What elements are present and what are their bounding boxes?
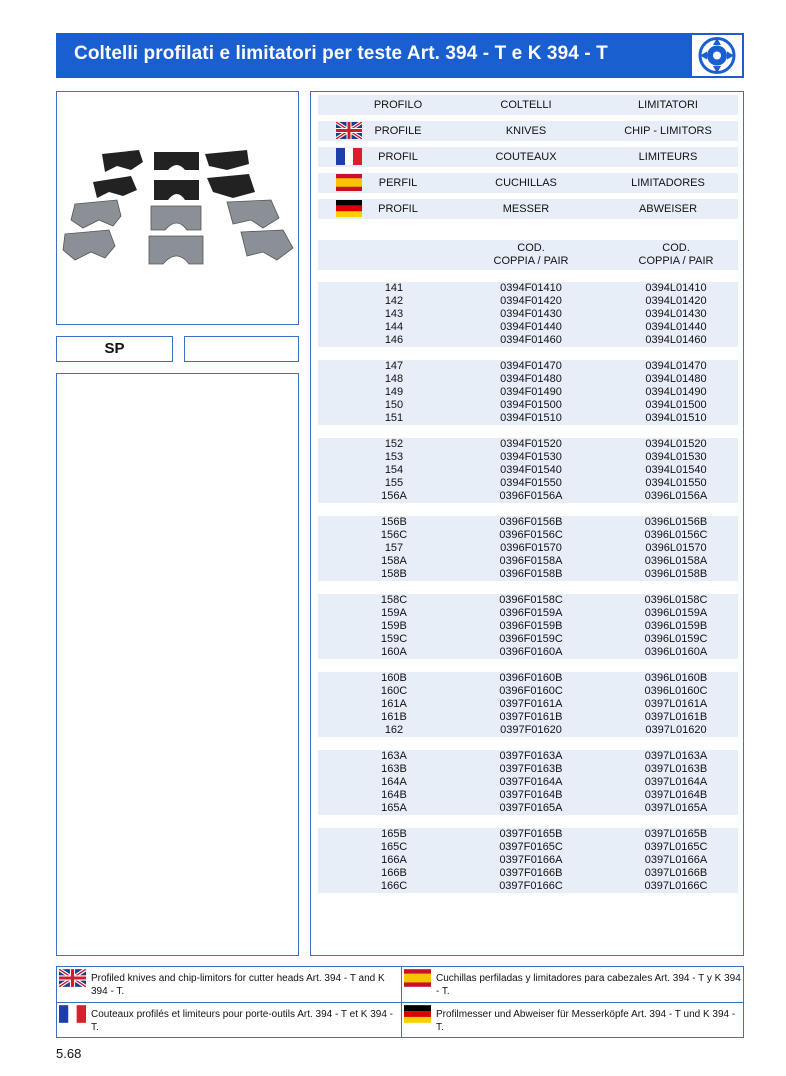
limitor-code: 0396L0156B (644, 516, 708, 528)
limitor-code: 0397L0164A (644, 776, 708, 788)
table-row (318, 672, 738, 685)
table-row (318, 880, 738, 893)
table-row (318, 477, 738, 490)
knives-label: COUTEAUX (495, 151, 557, 163)
knife-code: 0394F01490 (500, 386, 562, 398)
profile-number: 143 (384, 308, 404, 320)
limitor-code: 0397L0164B (644, 789, 708, 801)
limitor-code: 0396L0156C (644, 529, 708, 541)
profile-number: 165A (381, 802, 407, 814)
profile-number: 151 (384, 412, 404, 424)
table-row (318, 698, 738, 711)
table-row (318, 724, 738, 737)
limitor-code: 0397L0161A (644, 698, 708, 710)
knife-code: 0397F0165B (499, 828, 563, 840)
knife-code: 0397F01620 (500, 724, 562, 736)
table-row (318, 334, 738, 347)
pair-label: COPPIA / PAIR (493, 255, 569, 267)
knife-code: 0394F01480 (500, 373, 562, 385)
profile-label: PERFIL (378, 177, 418, 189)
knife-code: 0397F0165C (499, 841, 563, 853)
limitor-code: 0396L0160A (644, 646, 708, 658)
sp-label-box: SP (56, 336, 173, 362)
knife-code: 0397F0166C (499, 880, 563, 892)
knife-code: 0394F01410 (500, 282, 562, 294)
limitor-code: 0394L01430 (645, 308, 707, 320)
limitor-code: 0396L0158B (644, 568, 708, 580)
uk-flag-icon (59, 969, 86, 987)
knife-code: 0397F0163A (499, 750, 563, 762)
knife-code: 0396F0159A (499, 607, 563, 619)
profile-number: 159A (381, 607, 407, 619)
table-row (318, 386, 738, 399)
language-row-de (318, 199, 738, 219)
limitor-code: 0394L01480 (645, 373, 707, 385)
limitor-code: 0394L01460 (645, 334, 707, 346)
knife-code: 0397F0164A (499, 776, 563, 788)
limitor-code: 0396L0158C (644, 594, 708, 606)
profile-number: 164A (381, 776, 407, 788)
code-label: COD. (662, 242, 690, 254)
profile-number: 165C (380, 841, 408, 853)
profile-number: 156B (381, 516, 407, 528)
table-row (318, 529, 738, 542)
knife-code: 0396F0158A (499, 555, 563, 567)
profile-number: 160B (381, 672, 407, 684)
limitors-label: LIMITEURS (638, 151, 698, 163)
table-row (318, 555, 738, 568)
knife-code: 0396F0156C (499, 529, 563, 541)
limitor-code: 0394L01490 (645, 386, 707, 398)
knife-code: 0394F01520 (500, 438, 562, 450)
knife-code: 0397F0161B (499, 711, 563, 723)
france-flag-icon (59, 1005, 86, 1023)
knife-code: 0397F0164B (499, 789, 563, 801)
knives-label: MESSER (502, 203, 550, 215)
profile-number: 142 (384, 295, 404, 307)
profile-number: 161B (381, 711, 407, 723)
profile-number: 159C (380, 633, 408, 645)
limitor-code: 0397L0163B (644, 763, 708, 775)
table-row (318, 308, 738, 321)
knife-code: 0396F0156B (499, 516, 563, 528)
profile-label: PROFIL (378, 203, 418, 215)
knife-code: 0396F0158B (499, 568, 563, 580)
knife-code: 0396F01570 (500, 542, 562, 554)
table-row (318, 607, 738, 620)
knife-code: 0397F0165A (499, 802, 563, 814)
knives-label: CUCHILLAS (495, 177, 557, 189)
knife-code: 0397F0163B (499, 763, 563, 775)
footer-text-de: Profilmesser und Abweiser für Messerköpfe Art. 394 - T und K 394 - T. (436, 1009, 736, 1033)
profile-number: 164B (381, 789, 407, 801)
limitor-code: 0396L0156A (644, 490, 708, 502)
knife-code: 0394F01440 (500, 321, 562, 333)
knife-code: 0396F0156A (499, 490, 563, 502)
knife-code: 0396F0159C (499, 633, 563, 645)
knife-code: 0394F01430 (500, 308, 562, 320)
product-photo (56, 91, 299, 325)
table-row (318, 464, 738, 477)
table-row (318, 867, 738, 880)
knife-code: 0397F0161A (499, 698, 563, 710)
limitor-code: 0396L0159A (644, 607, 708, 619)
knives-label: COLTELLI (500, 99, 552, 111)
table-row (318, 620, 738, 633)
profile-number: 156A (381, 490, 407, 502)
knife-code: 0396F0160B (499, 672, 563, 684)
language-row-en (318, 121, 738, 141)
knife-code: 0394F01420 (500, 295, 562, 307)
language-row-fr (318, 147, 738, 167)
profile-number: 166C (380, 880, 408, 892)
profile-number: 155 (384, 477, 404, 489)
profile-number: 147 (384, 360, 404, 372)
footer-text-en: Profiled knives and chip-limitors for cutter heads Art. 394 - T and K 394 - T. (91, 973, 385, 997)
table-row (318, 360, 738, 373)
language-row-es (318, 173, 738, 193)
limitors-label: ABWEISER (638, 203, 698, 215)
profile-number: 158A (381, 555, 407, 567)
profile-number: 141 (384, 282, 404, 294)
language-row-it (318, 95, 738, 115)
limitor-code: 0394L01410 (645, 282, 707, 294)
limitor-code: 0397L0166C (644, 880, 708, 892)
limitor-code: 0397L0165B (644, 828, 708, 840)
knife-code: 0397F0166A (499, 854, 563, 866)
profile-number: 159B (381, 620, 407, 632)
table-row (318, 711, 738, 724)
knives-label: KNIVES (505, 125, 547, 137)
table-row (318, 594, 738, 607)
limitor-code: 0397L01620 (645, 724, 707, 736)
profile-number: 154 (384, 464, 404, 476)
description-footer (56, 966, 744, 1038)
limitor-code: 0397L0165A (644, 802, 708, 814)
limitors-code-header (606, 242, 746, 268)
profile-number: 166A (381, 854, 407, 866)
table-row (318, 802, 738, 815)
empty-label-box (184, 336, 299, 362)
profile-number: 160C (380, 685, 408, 697)
limitors-label: LIMITADORES (631, 177, 705, 189)
limitor-code: 0394L01500 (645, 399, 707, 411)
knife-code: 0394F01500 (500, 399, 562, 411)
limitor-code: 0394L01470 (645, 360, 707, 372)
table-row (318, 685, 738, 698)
profile-number: 146 (384, 334, 404, 346)
profile-label: PROFILE (374, 125, 422, 137)
table-row (318, 776, 738, 789)
limitor-code: 0396L0160B (644, 672, 708, 684)
limitor-code: 0397L0166B (644, 867, 708, 879)
limitor-code: 0394L01530 (645, 451, 707, 463)
limitor-code: 0396L0159C (644, 633, 708, 645)
profile-number: 163B (381, 763, 407, 775)
profile-number: 165B (381, 828, 407, 840)
limitor-code: 0397L0166A (644, 854, 708, 866)
limitor-code: 0394L01440 (645, 321, 707, 333)
limitor-code: 0394L01510 (645, 412, 707, 424)
knife-code: 0394F01550 (500, 477, 562, 489)
limitor-code: 0394L01520 (645, 438, 707, 450)
limitor-code: 0397L0165C (644, 841, 708, 853)
knife-code: 0394F01460 (500, 334, 562, 346)
profile-number: 158B (381, 568, 407, 580)
profile-number: 156C (380, 529, 408, 541)
profile-number: 166B (381, 867, 407, 879)
pair-label: COPPIA / PAIR (638, 255, 714, 267)
profile-number: 144 (384, 321, 404, 333)
table-row (318, 828, 738, 841)
table-row (318, 542, 738, 555)
table-row (318, 399, 738, 412)
profile-number: 158C (380, 594, 408, 606)
table-row (318, 750, 738, 763)
profile-number: 152 (384, 438, 404, 450)
footer-text-fr: Couteaux profilés et limiteurs pour porte-outils Art. 394 - T et K 394 - T. (91, 1009, 394, 1033)
table-row (318, 633, 738, 646)
limitor-code: 0394L01420 (645, 295, 707, 307)
table-row (318, 321, 738, 334)
table-row (318, 789, 738, 802)
germany-flag-icon (404, 1005, 431, 1023)
table-row (318, 282, 738, 295)
limitor-code: 0396L0159B (644, 620, 708, 632)
profile-number: 161A (381, 698, 407, 710)
limitor-code: 0396L0158A (644, 555, 708, 567)
knife-code: 0396F0159B (499, 620, 563, 632)
profile-number: 148 (384, 373, 404, 385)
table-row (318, 568, 738, 581)
brand-logo-icon (692, 35, 742, 76)
knife-code: 0394F01470 (500, 360, 562, 372)
page-title: Coltelli profilati e limitatori per teste Art. 394 - T e K 394 - T (74, 43, 608, 64)
limitor-code: 0394L01540 (645, 464, 707, 476)
spain-flag-icon (404, 969, 431, 987)
knife-code: 0396F0160A (499, 646, 563, 658)
profile-number: 157 (384, 542, 404, 554)
knife-code: 0394F01540 (500, 464, 562, 476)
table-row (318, 295, 738, 308)
left-empty-panel (56, 373, 299, 956)
profile-number: 163A (381, 750, 407, 762)
profile-number: 149 (384, 386, 404, 398)
profile-number: 150 (384, 399, 404, 411)
limitors-label: LIMITATORI (638, 99, 698, 111)
limitors-label: CHIP - LIMITORS (624, 125, 712, 137)
footer-text-es: Cuchillas perfiladas y limitadores para cabezales Art. 394 - T y K 394 - T. (436, 973, 741, 997)
profile-number: 162 (384, 724, 404, 736)
table-row (318, 763, 738, 776)
page-number: 5.68 (56, 1046, 82, 1061)
table-row (318, 854, 738, 867)
profile-number: 153 (384, 451, 404, 463)
knives-image-icon (57, 92, 298, 324)
profile-label: PROFIL (378, 151, 418, 163)
knives-code-header (461, 242, 601, 268)
code-label: COD. (517, 242, 545, 254)
profile-label: PROFILO (373, 99, 423, 111)
limitor-code: 0396L0160C (644, 685, 708, 697)
table-row (318, 451, 738, 464)
table-row (318, 516, 738, 529)
code-column-header (318, 240, 738, 270)
limitor-code: 0397L0161B (644, 711, 708, 723)
table-row (318, 490, 738, 503)
knife-code: 0396F0158C (499, 594, 563, 606)
footer-divider (57, 1002, 743, 1003)
knife-code: 0397F0166B (499, 867, 563, 879)
page-header (56, 33, 744, 78)
table-row (318, 373, 738, 386)
profile-number: 160A (381, 646, 407, 658)
table-row (318, 412, 738, 425)
limitor-code: 0396L01570 (645, 542, 707, 554)
knife-code: 0396F0160C (499, 685, 563, 697)
limitor-code: 0394L01550 (645, 477, 707, 489)
limitor-code: 0397L0163A (644, 750, 708, 762)
table-row (318, 438, 738, 451)
knife-code: 0394F01530 (500, 451, 562, 463)
table-row (318, 646, 738, 659)
table-row (318, 841, 738, 854)
knife-code: 0394F01510 (500, 412, 562, 424)
